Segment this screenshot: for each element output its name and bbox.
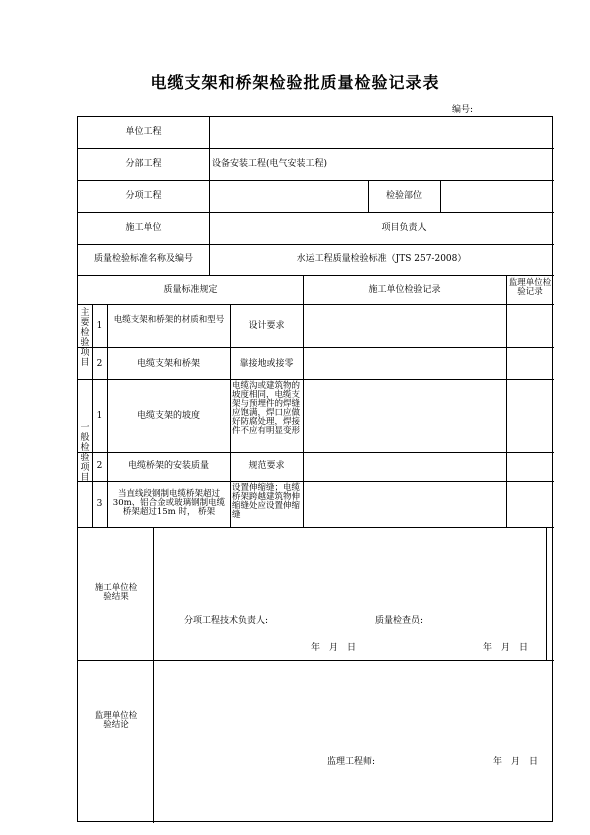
main-row-1-requirement: 设计要求 xyxy=(248,321,285,331)
item-project-label: 分项工程 xyxy=(125,191,162,201)
general-row-1-requirement: 电缆沟或建筑物的坡度相同，电缆支架与预埋件的焊缝 应饱满，焊口应做好防腐处理，焊接件不应有明显变形 xyxy=(232,381,301,436)
main-row-2-item: 电缆支架和桥架 xyxy=(136,359,200,369)
main-items-group-label: 主要检验项目 xyxy=(80,308,90,368)
general-row-2-requirement: 规范要求 xyxy=(248,461,285,471)
unit-project-label: 单位工程 xyxy=(125,127,162,137)
general-row-1-item: 电缆支架的坡度 xyxy=(136,411,200,421)
general-items-group-label: 一般检验项目 xyxy=(80,423,90,483)
tech-lead-label: 分项工程技术负责人: xyxy=(184,616,269,626)
general-row-3-no: 3 xyxy=(96,499,103,509)
main-row-1-no: 1 xyxy=(96,321,103,331)
inspection-part-label: 检验部位 xyxy=(385,191,422,201)
subdivision-value: 设备安装工程(电气安装工程) xyxy=(212,159,328,169)
construction-date-1: 年 月 日 xyxy=(311,643,357,653)
general-row-1-no: 1 xyxy=(96,411,103,421)
general-row-3-item: 当直线段钢制电缆桥架超过30m、铝合金或玻璃钢制电缆桥架超过15m 时， 桥架 xyxy=(112,489,226,517)
inspection-form xyxy=(77,116,553,822)
supervision-engineer-label: 监理工程师: xyxy=(327,757,376,767)
supervision-result-label: 监理单位检验结论 xyxy=(94,711,138,730)
serial-number-label: 编号: xyxy=(452,105,474,115)
construction-date-2: 年 月 日 xyxy=(483,643,529,653)
general-row-2-no: 2 xyxy=(96,461,103,471)
supervision-date: 年 月 日 xyxy=(493,757,539,767)
subdivision-label: 分部工程 xyxy=(125,159,162,169)
main-row-1-item: 电缆支架和桥架的材质和型号 xyxy=(113,315,225,325)
main-row-2-no: 2 xyxy=(96,359,103,369)
general-row-2-item: 电缆桥架的安装质量 xyxy=(127,461,209,471)
construction-result-label: 施工单位检验结果 xyxy=(94,583,138,602)
supervision-record-header: 监理单位检验记录 xyxy=(508,278,552,297)
project-lead-label: 项目负责人 xyxy=(381,223,427,233)
page-title: 电缆支架和桥架检验批质量检验记录表 xyxy=(150,73,440,92)
construction-record-header: 施工单位检验记录 xyxy=(368,285,441,295)
quality-inspector-label: 质量检查员: xyxy=(375,616,424,626)
main-row-2-requirement: 靠接地或接零 xyxy=(239,359,294,369)
construction-unit-label: 施工单位 xyxy=(125,223,162,233)
standard-value: 水运工程质量检验标准（JTS 257-2008） xyxy=(296,254,467,264)
general-row-3-requirement: 设置伸缩缝；电缆桥架跨越建筑物伸缩缝处应设置伸缩缝 xyxy=(232,483,301,520)
standard-label: 质量检验标准名称及编号 xyxy=(93,254,193,264)
quality-standard-header: 质量标准规定 xyxy=(163,285,218,295)
